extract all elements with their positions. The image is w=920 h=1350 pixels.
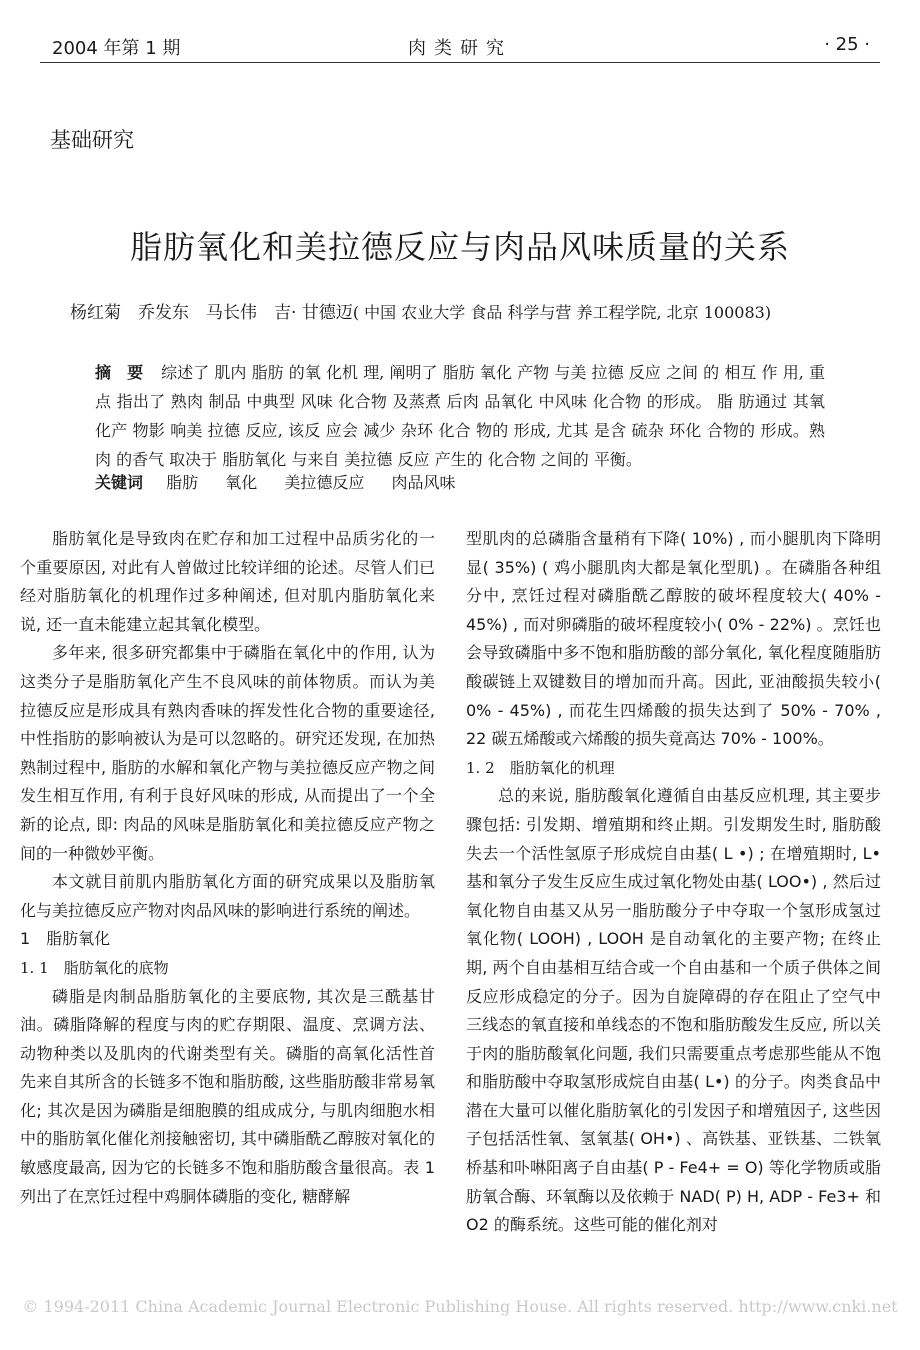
section-label: 基础研究 bbox=[50, 128, 134, 152]
abstract bbox=[95, 358, 825, 474]
right-column bbox=[466, 525, 881, 1240]
keyword-item: 美拉德反应 bbox=[284, 473, 365, 492]
body-paragraph: 总的来说, 脂肪酸氧化遵循自由基反应机理, 其主要步骤包括: 引发期、增殖期和终止期。引发期发生时, 脂肪酸失去一个活性氢原子形成烷自由基( L •) ; 在增殖期时, L• 基和氧分子发生反应生成过氧化物处由基( LOO•) , 然后过氧化物自由基又从另一脂肪酸分子中夺取一个氢形成氢过氧化物( LOOH) , LOOH 是自动氧化的主要产物; 在终止期, 两个自由基相互结合或一个自由基和一个质子供体之间反应形成稳定的分子。因为自旋障碍的存在阻止了空气中三线态的氧直接和单线态的不饱和脂肪酸发生反应, 所以关于肉的脂肪酸氧化问题, 我们只需要重点考虑那些能从不饱和脂肪酸中夺取氢形成烷自由基( L•) 的分子。肉类食品中潜在大量可以催化脂肪氧化的引发因子和增殖因子, 这些因子包括活性氧、氢氧基( OH•) 、高铁基、亚铁基、二铁氧桥基和卟啉阳离子自由基( P - Fe4+ = O) 等化学物质或脂肪氧合酶、环氧酶以及依赖于 NAD( P) H, ADP - Fe3+ 和 O2 的酶系统。这些可能的催化剂对 bbox=[466, 786, 881, 1235]
running-header bbox=[0, 28, 920, 62]
left-column bbox=[20, 525, 435, 1211]
keyword-item: 脂肪 bbox=[166, 473, 199, 492]
article-title: 脂肪氧化和美拉德反应与肉品风味质量的关系 bbox=[129, 228, 790, 266]
subsection-heading: 1. 1 脂肪氧化的底物 bbox=[20, 958, 169, 977]
keyword-item: 肉品风味 bbox=[391, 473, 456, 492]
body-paragraph: 磷脂是肉制品脂肪氧化的主要底物, 其次是三酰基甘油。磷脂降解的程度与肉的贮存期限、温度、烹调方法、动物种类以及肌肉的代谢类型有关。磷脂的高氧化活性首先来自其所含的长链多不饱和脂肪酸, 这些脂肪酸非常易氧化; 其次是因为磷脂是细胞膜的组成成分, 与肌肉细胞水相中的脂肪氧化催化剂接触密切, 其中磷脂酰乙醇胺对氧化的敏感度最高, 因为它的长链多不饱和脂肪酸含量很高。表 1 列出了在烹饪过程中鸡胴体磷脂的变化, 糖酵解 bbox=[20, 986, 435, 1206]
body-paragraph: 本文就目前肌内脂肪氧化方面的研究成果以及脂肪氧化与美拉德反应产物对肉品风味的影响进行系统的阐述。 bbox=[20, 872, 435, 920]
abstract-text: 综述了 肌内 脂肪 的氧 化机 理, 阐明了 脂肪 氧化 产物 与美 拉德 反应 之间 的 相互 作 用, 重点 指出了 熟肉 制品 中典型 风味 化合物 及蒸煮 后肉 品氧化 中风味 化合物 的形成。 脂 肪通过 其氧 化产 物影 响美 拉德 反应, 该反 应会 减少 杂环 化合 物的 形成, 尤其 是含 硫杂 环化 合物的 形成。熟肉 的香气 取决于 脂肪氧化 与来自 美拉德 反应 产生的 化合物 之间的 平衡。 bbox=[95, 363, 825, 469]
abstract-label: 摘 要 bbox=[95, 363, 144, 382]
keyword-item: 氧化 bbox=[225, 473, 258, 492]
author-names: 杨红菊 乔发东 马长伟 吉· 甘德迈 bbox=[70, 303, 353, 323]
author-line bbox=[70, 298, 771, 323]
issue-label: 2004 年第 1 期 bbox=[52, 38, 181, 59]
subsection-heading: 1. 2 脂肪氧化的机理 bbox=[466, 758, 615, 777]
section-heading: 1 脂肪氧化 bbox=[20, 929, 111, 949]
body-paragraph: 脂肪氧化是导致肉在贮存和加工过程中品质劣化的一个重要原因, 对此有人曾做过比较详细的论述。尽管人们已经对脂肪氧化的机理作过多种阐述, 但对肌内脂肪氧化来说, 还一直未能建立起其氧化模型。 bbox=[20, 529, 435, 634]
keywords bbox=[95, 468, 477, 497]
copyright-watermark: © 1994-2011 China Academic Journal Electronic Publishing House. All rights reserved. http://www.cnki.net bbox=[22, 1297, 898, 1316]
journal-name: 肉类研究 bbox=[408, 38, 512, 59]
header-rule bbox=[40, 62, 880, 63]
page-number: · 25 · bbox=[824, 34, 870, 55]
body-paragraph: 型肌肉的总磷脂含量稍有下降( 10%) , 而小腿肌肉下降明显( 35%) ( 鸡小腿肌肉大都是氧化型肌) 。在磷脂各种组分中, 烹饪过程对磷脂酰乙醇胺的破坏程度较大( 40% - 45%) , 而对卵磷脂的破坏程度较小( 0% - 22%) 。烹饪也会导致磷脂中多不饱和脂肪酸的部分氧化, 氧化程度随脂肪酸碳链上双键数目的增加而升高。因此, 亚油酸损失较小( 0% - 45%) , 而花生四烯酸的损失达到了 50% - 70% , 22 碳五烯酸或六烯酸的损失竟高达 70% - 100%。 bbox=[466, 529, 881, 749]
keywords-label: 关键词 bbox=[95, 473, 144, 492]
body-paragraph: 多年来, 很多研究都集中于磷脂在氧化中的作用, 认为这类分子是脂肪氧化产生不良风味的前体物质。而认为美拉德反应是形成具有熟肉香味的挥发性化合物的重要途径, 中性指肪的影响被认为是可以忽略的。研究还发现, 在加热熟制过程中, 脂肪的水解和氧化产物与美拉德反应产物之间发生相互作用, 有利于良好风味的形成, 从而提出了一个全新的论点, 即: 肉品的风味是脂肪氧化和美拉德反应产物之间的一种微妙平衡。 bbox=[20, 643, 435, 863]
author-affiliation: ( 中国 农业大学 食品 科学与营 养工程学院, 北京 100083) bbox=[352, 303, 772, 322]
